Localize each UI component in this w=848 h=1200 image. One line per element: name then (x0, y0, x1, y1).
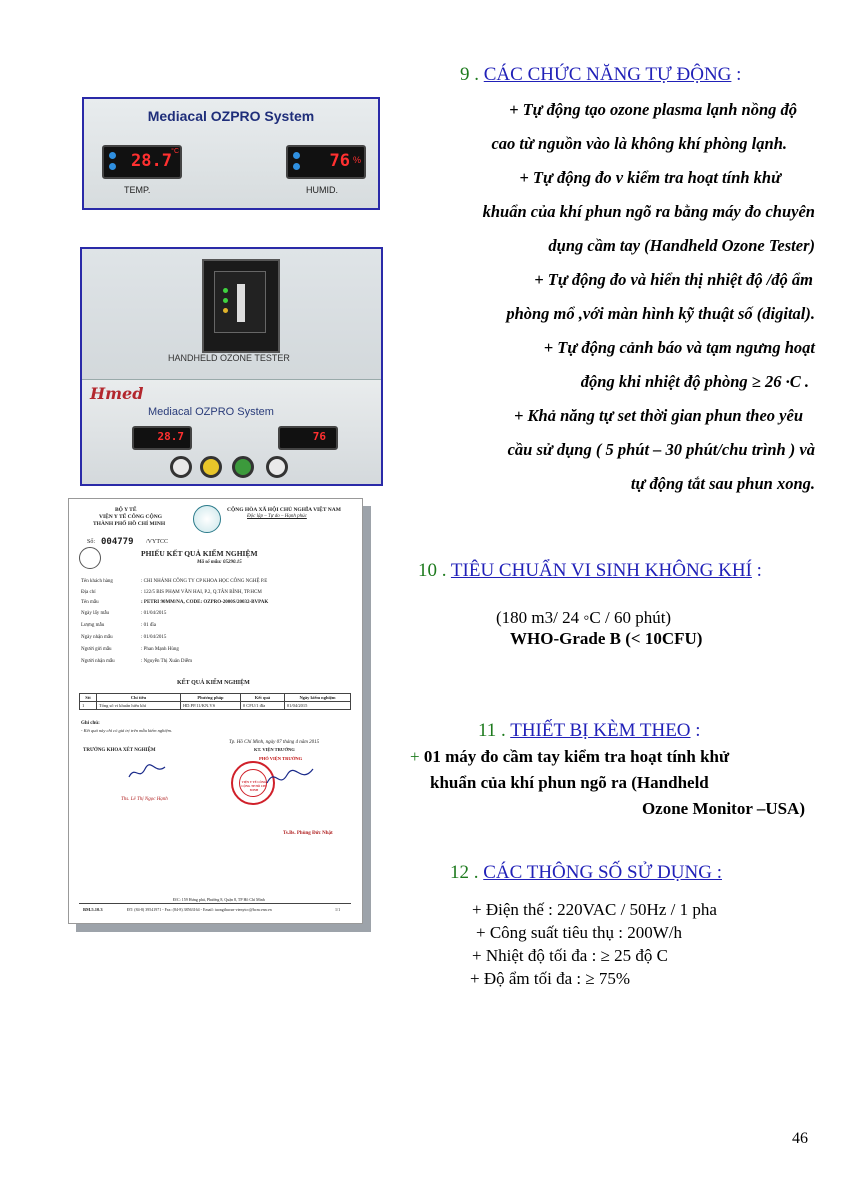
spec-item: + Độ ẩm tối đa : ≥ 75% (470, 969, 631, 988)
section-colon: : (736, 64, 742, 85)
table-header: Kết quả (240, 694, 284, 702)
tester-label: HANDHELD OZONE TESTER (168, 353, 290, 363)
doc-date: Tp. Hồ Chí Minh, ngày 07 tháng 4 năm 2015 (229, 740, 320, 745)
institute-logo-icon (193, 505, 221, 533)
table-cell: HD.PP.11/KN.VS (180, 702, 240, 710)
tester-screen (214, 271, 266, 333)
section-title: CÁC THÔNG SỐ SỬ DỤNG : (483, 862, 722, 883)
table-cell: 01/04/2015 (284, 702, 350, 710)
table-cell: Tổng số vi khuẩn hiếu khí (96, 702, 180, 710)
doc-left-header-3: THÀNH PHỐ HỒ CHÍ MINH (93, 521, 166, 527)
doc-number: 004779 (101, 537, 134, 547)
field-value: : PETRI 90MM/NA, CODE: OZPRO-2000S/20032-BVPAK (141, 600, 269, 605)
right-sign-title: PHÓ VIỆN TRƯỞNG (259, 756, 303, 761)
field-label: Người nhận mẫu (81, 659, 115, 664)
spec-item: + Điện thế : 220VAC / 50Hz / 1 pha (472, 900, 717, 919)
field-label: Tên khách hàng (81, 579, 113, 584)
section-title: CÁC CHỨC NĂNG TỰ ĐỘNG (483, 64, 732, 85)
temperature-display (102, 145, 182, 179)
temperature-label: TEMP. (124, 185, 151, 195)
feature-line: động khi nhiệt độ phòng ≥ 26 ·C . (580, 372, 809, 391)
humidity-value: 76 (312, 430, 326, 443)
section-12-heading (450, 862, 722, 884)
section-title: THIẾT BỊ KÈM THEO (510, 720, 691, 741)
feature-line: + Khả năng tự set thời gian phun theo yêu (513, 406, 803, 425)
field-label: Tên mẫu (81, 600, 99, 605)
national-emblem-icon (79, 547, 101, 569)
feature-line: + Tự động đo v kiểm tra hoạt tính khử (519, 168, 781, 187)
doc-kt: KT. VIỆN TRƯỞNG (254, 747, 295, 752)
table-cell: 1 (80, 702, 97, 710)
section-number: 12 . (450, 862, 479, 883)
plus-icon: + (410, 747, 420, 766)
accessory-line: 01 máy đo cầm tay kiểm tra hoạt tính khử (423, 747, 730, 766)
humidity-label: HUMID. (306, 185, 338, 195)
section-colon: : (695, 720, 701, 741)
table-row (80, 702, 351, 710)
feature-line: phòng mổ ,với màn hình kỹ thuật số (digital). (506, 304, 815, 323)
left-sign-title: TRƯỞNG KHOA XÉT NGHIỆM (83, 748, 156, 753)
result-title: KẾT QUẢ KIỂM NGHIỆM (177, 680, 250, 686)
temperature-value: 28.7 (157, 430, 184, 443)
feature-line: + Tự động đo và hiển thị nhiệt độ /độ ẩm (534, 270, 813, 289)
temperature-value: 28.7 (131, 151, 172, 171)
section-colon: : (756, 560, 762, 581)
section-10-heading (418, 560, 762, 582)
section-number: 11 . (478, 720, 506, 741)
button-icon (109, 163, 116, 170)
section-number: 9 . (460, 64, 479, 85)
signature-icon (265, 765, 315, 791)
indicator-light-icon (232, 456, 254, 478)
control-panel-photo (82, 97, 380, 210)
field-value: : 122/5 BIS PHẠM VĂN HAI, P.2, Q.TÂN BÌNH, TP.HCM (141, 590, 262, 595)
page-number: 46 (792, 1130, 808, 1147)
air-standard-condition: (180 m3/ 24 ◦C / 60 phút) (496, 608, 672, 627)
right-signer: Ts.Bs. Phùng Đức Nhật (283, 831, 333, 836)
humidity-display (278, 426, 338, 450)
field-value: : 01/04/2015 (141, 611, 167, 616)
button-icon (109, 152, 116, 159)
feature-line: + Tự động cảnh báo và tạm ngưng hoạt (543, 338, 815, 357)
feature-line: cầu sử dụng ( 5 phút – 30 phút/chu trình ) và (507, 440, 815, 459)
table-header-row (80, 694, 351, 702)
air-standard-grade: WHO-Grade B (< 10CFU) (510, 629, 703, 648)
field-label: Ngày lấy mẫu (81, 611, 110, 616)
doc-number-suffix: /VYTCC (146, 539, 169, 545)
accessory-line: Ozone Monitor –USA) (641, 799, 805, 818)
table-header: Stt (80, 694, 97, 702)
temperature-unit: °C (171, 148, 179, 155)
humidity-display (286, 145, 366, 179)
feature-line: cao từ nguồn vào là không khí phòng lạnh. (491, 134, 787, 153)
spec-item: + Công suất tiêu thụ : 200W/h (476, 923, 683, 942)
table-header: Ngày kiểm nghiệm (284, 694, 350, 702)
note-label: Ghi chú: (81, 721, 100, 726)
doc-right-header-1: CỘNG HÒA XÃ HỘI CHỦ NGHĨA VIỆT NAM (227, 507, 341, 513)
section-9-body (400, 93, 815, 501)
footer-divider (79, 903, 351, 904)
field-label: Người gửi mẫu (81, 647, 112, 652)
test-result-document (68, 498, 363, 924)
device-front-panel (82, 379, 381, 484)
field-value: : CHI NHÁNH CÔNG TY CP KHOA HỌC CÔNG NGHỆ P.E (141, 579, 268, 584)
indicator-light-icon (200, 456, 222, 478)
feature-line: tự động tắt sau phun xong. (630, 474, 815, 493)
doc-number-label: Số: (87, 539, 96, 545)
spec-item: + Nhiệt độ tối đa : ≥ 25 độ C (472, 946, 668, 965)
knob-icon (266, 456, 288, 478)
feature-line: khuẩn của khí phun ngõ ra bằng máy đo chuyên (482, 202, 815, 221)
humidity-unit: % (352, 155, 361, 165)
field-value: : 01/04/2015 (141, 635, 167, 640)
field-value: : Phan Mạnh Hùng (141, 647, 179, 652)
doc-left-header-2: VIỆN Y TẾ CÔNG CỘNG (99, 514, 163, 520)
doc-right-header-2: Độc lập – Tự do – Hạnh phúc (247, 514, 307, 519)
table-cell: 0 CFU/1 đĩa (240, 702, 284, 710)
left-signer: Ths. Lê Thị Ngọc Hạnh (121, 797, 168, 802)
note-text: - Kết quả này chỉ có giá trị trên mẫu kiểm nghiệm. (81, 728, 172, 733)
table-header: Chỉ tiêu (96, 694, 180, 702)
accessory-item (410, 744, 805, 822)
section-title: TIÊU CHUẨN VI SINH KHÔNG KHÍ (450, 560, 752, 581)
ozone-tester-device (202, 259, 280, 353)
panel-title: Mediacal OZPRO System (147, 108, 315, 124)
field-value: : Nguyễn Thị Xuân Diễm (141, 659, 193, 664)
device-brand-label: Mediacal OZPRO System (148, 406, 274, 418)
section-11-heading (478, 720, 701, 742)
table-header: Phương pháp (180, 694, 240, 702)
accessory-line: khuẩn của khí phun ngõ ra (Handheld (430, 773, 709, 792)
button-icon (293, 152, 300, 159)
section-9-heading (460, 64, 741, 86)
device-photo (80, 247, 383, 486)
knob-icon (170, 456, 192, 478)
stamp-text: VIỆN Y TẾ CÔNG CỘNG TP HỒ CHÍ MINH (241, 780, 267, 792)
feature-line: + Tự động tạo ozone plasma lạnh nồng độ (509, 100, 797, 119)
field-label: Lượng mẫu (81, 623, 105, 628)
humidity-value: 76 (329, 151, 350, 171)
button-icon (293, 163, 300, 170)
temperature-display (132, 426, 192, 450)
form-code: BM.5.10.3 (83, 907, 103, 912)
doc-title: PHIẾU KẾT QUẢ KIỂM NGHIỆM (141, 549, 258, 558)
field-value: : 01 đĩa (141, 623, 156, 628)
field-label: Ngày nhận mẫu (81, 635, 113, 640)
sample-code: Mã số mẫu: 05290.15 (197, 560, 242, 565)
signature-icon (127, 761, 167, 783)
result-table (79, 693, 351, 710)
doc-page: 1/1 (335, 907, 341, 912)
doc-left-header-1: BỘ Y TẾ (115, 507, 137, 513)
brand-logo: Hmed (90, 384, 144, 403)
section-number: 10 . (418, 560, 447, 581)
footer-contact: ĐT: (84-8) 39541971 - Fax: (84-8) 38563164 - Email: iuongthucsn-vienytcc@hcm.vnn.vn (127, 907, 272, 912)
field-label: Địa chỉ (81, 590, 96, 595)
footer-address: Đ/C: 159 Hưng phú, Phường 8, Quận 8, TP Hồ Chí Minh (173, 897, 265, 902)
feature-line: dụng cầm tay (Handheld Ozone Tester) (548, 236, 815, 255)
